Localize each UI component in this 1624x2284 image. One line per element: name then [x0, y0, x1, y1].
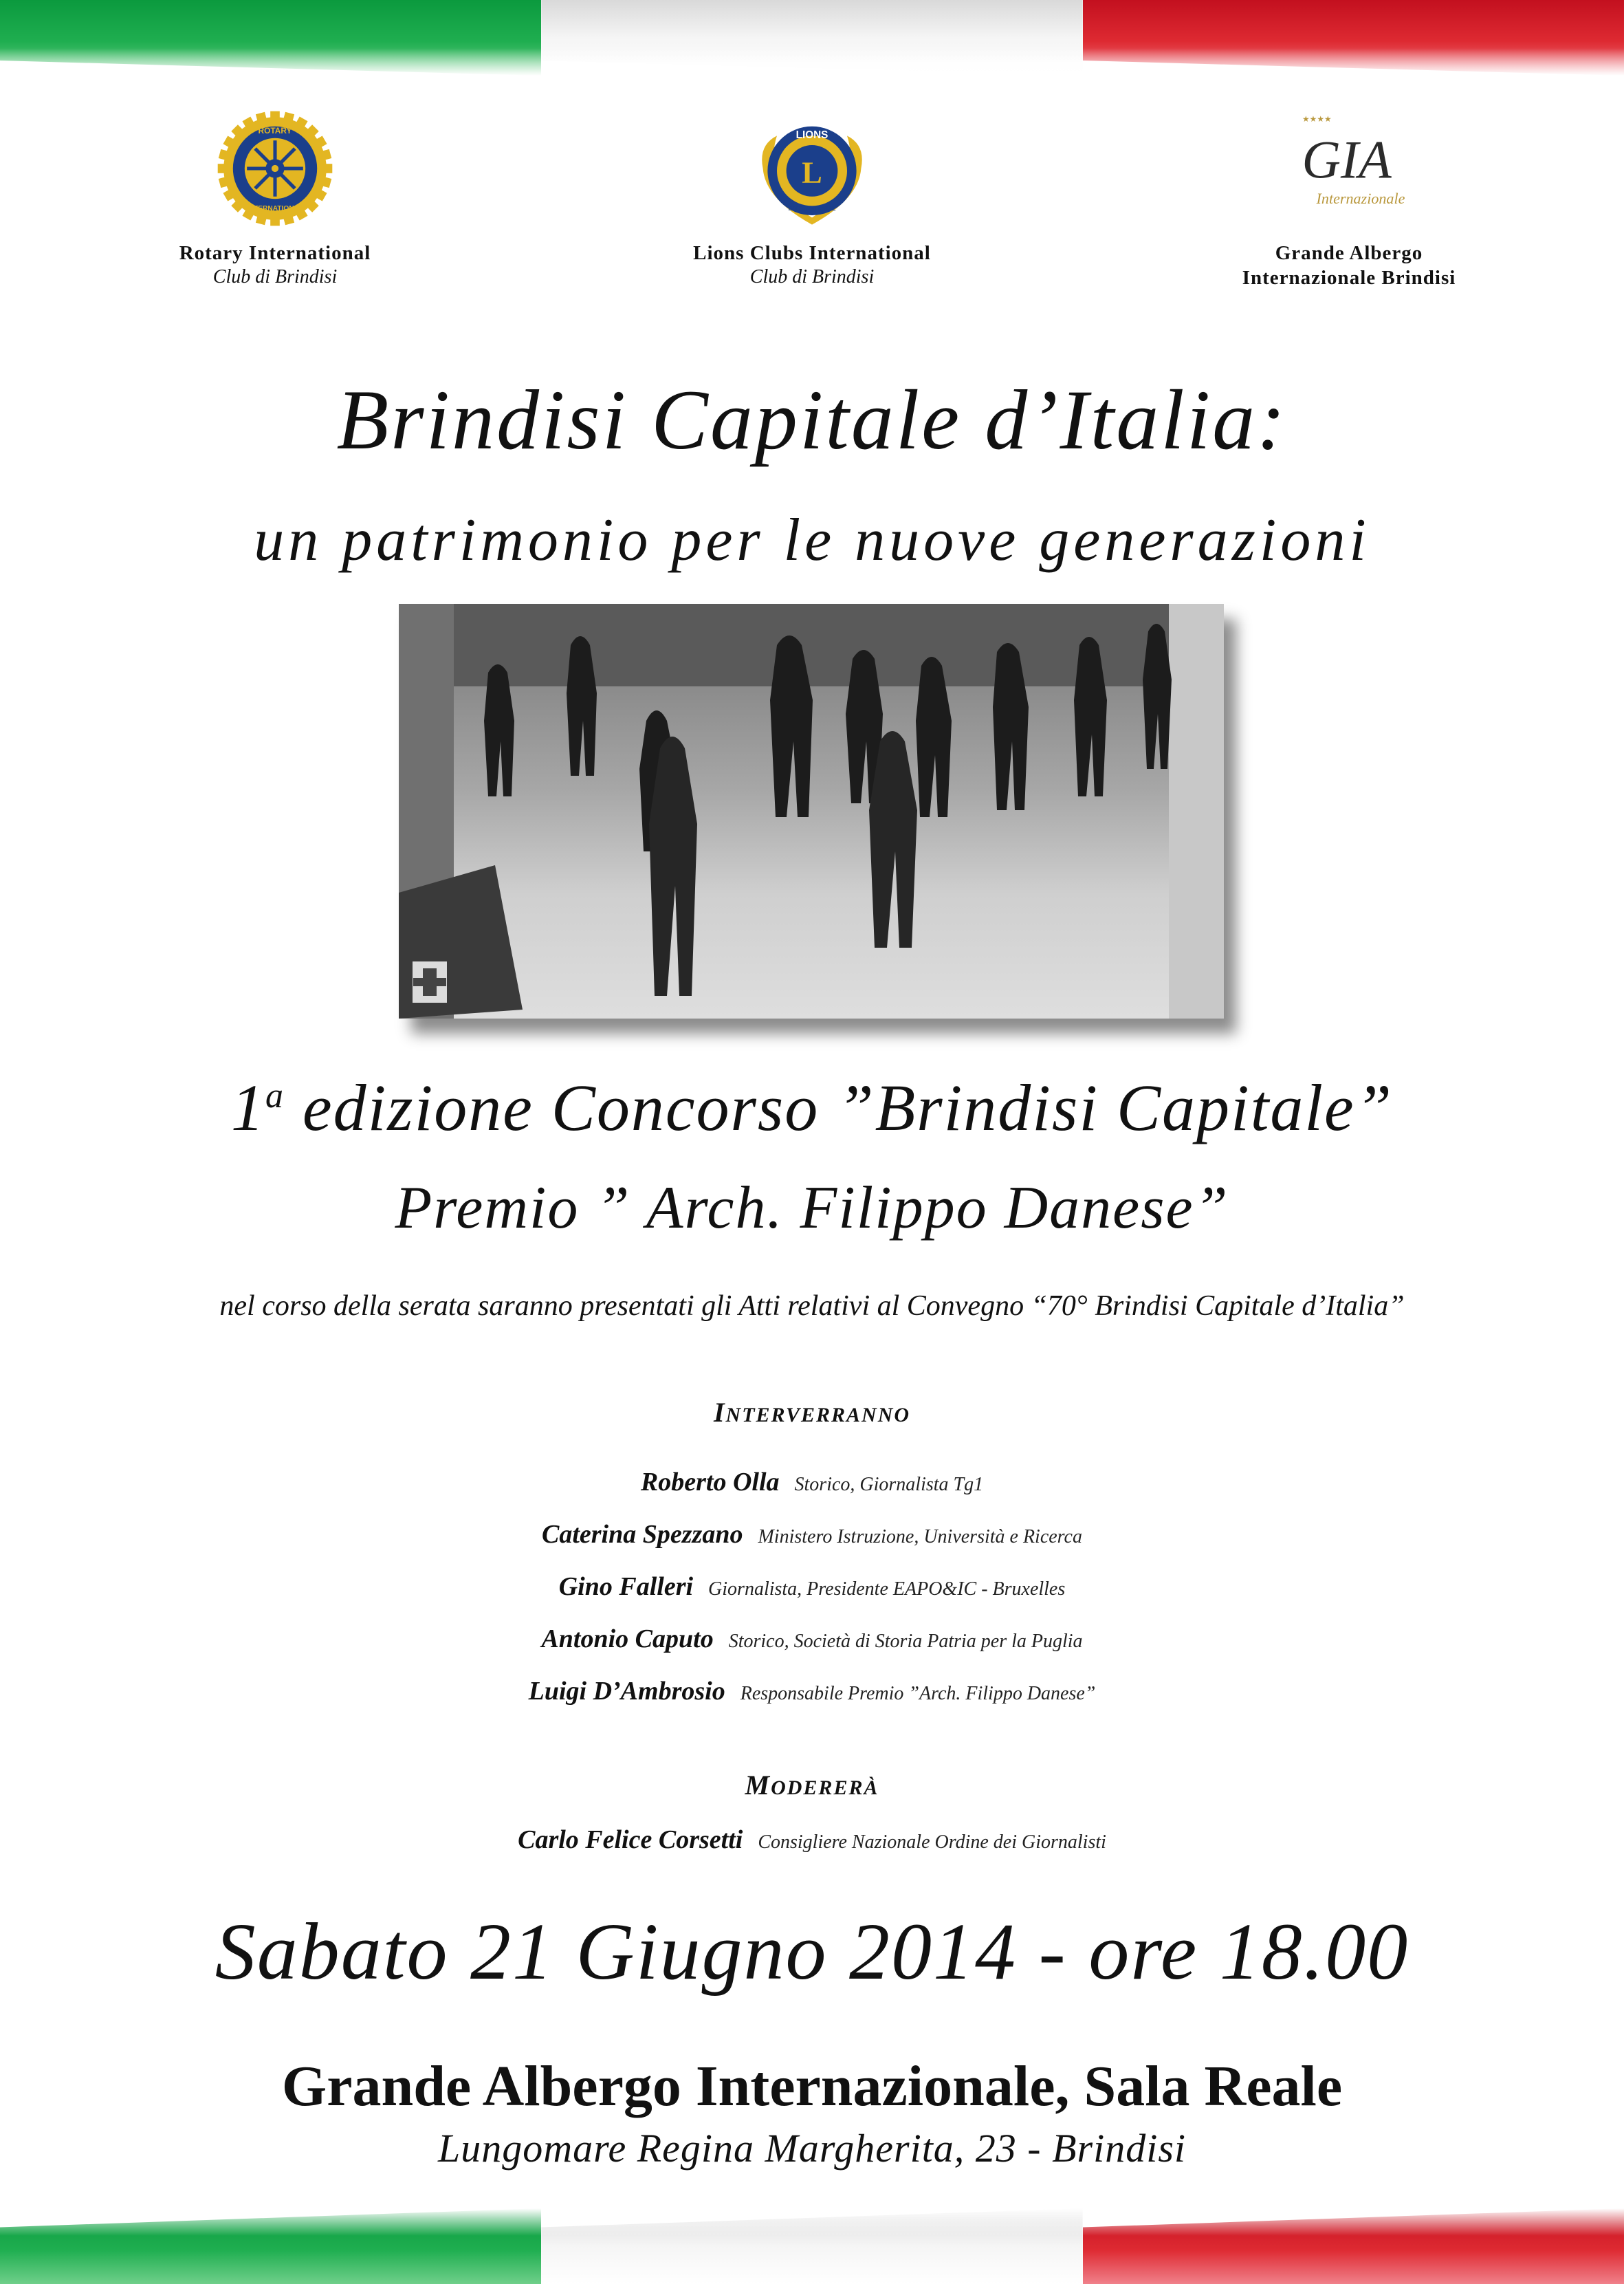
rotary-wheel-icon	[217, 110, 333, 227]
speaker-role: Responsabile Premio ”Arch. Filippo Danese”	[740, 1683, 1096, 1704]
moderator-row	[0, 1825, 1624, 1877]
speaker-name: Luigi D’Ambrosio	[528, 1677, 725, 1706]
parade-photo-image	[399, 604, 1224, 1019]
sponsor-subtitle: Club di Brindisi	[212, 266, 338, 287]
svg-text:INTERNATIONAL: INTERNATIONAL	[788, 205, 836, 213]
historical-photo	[399, 604, 1224, 1019]
speaker-list	[0, 1467, 1624, 1728]
flag-band-bottom	[0, 2208, 1624, 2284]
svg-text:L: L	[802, 155, 822, 190]
moderator-heading	[0, 1769, 1624, 1801]
flag-band-top	[0, 0, 1624, 76]
flag-fade	[0, 2208, 1624, 2236]
edition-ordinal: a	[265, 1076, 285, 1116]
event-date: Sabato 21 Giugno 2014 - ore 18.00	[215, 1906, 1409, 1997]
speaker-role: Storico, Società di Storia Patria per la Puglia	[728, 1631, 1083, 1652]
sponsor-name: Grande Albergo	[1275, 242, 1423, 264]
sponsor-grande-albergo	[1170, 110, 1528, 290]
subtitle: un patrimonio per le nuove generazioni	[254, 507, 1370, 574]
premio-title: Premio ” Arch. Filippo Danese”	[395, 1175, 1229, 1241]
svg-text:Internazionale: Internazionale	[1316, 190, 1405, 207]
svg-text:INTERNATIONAL: INTERNATIONAL	[246, 205, 304, 213]
svg-text:GIA: GIA	[1302, 129, 1392, 190]
sponsor-lions	[633, 110, 991, 289]
hotel-monogram-icon	[1291, 110, 1407, 227]
heading-initial: M	[745, 1770, 771, 1801]
speaker-row	[0, 1624, 1624, 1676]
event-venue: Grande Albergo Internazionale, Sala Reale	[281, 2054, 1343, 2118]
main-title: Brindisi Capitale d’Italia:	[336, 373, 1288, 467]
speaker-role: Storico, Giornalista Tg1	[794, 1474, 984, 1495]
svg-text:LIONS: LIONS	[795, 129, 829, 141]
speaker-name: Roberto Olla	[640, 1468, 780, 1497]
moderator-role: Consigliere Nazionale Ordine dei Giornalisti	[758, 1831, 1106, 1853]
event-note: nel corso della serata saranno presentati gli Atti relativi al Convegno “70° Brindisi Capitale d’Italia”	[219, 1290, 1405, 1322]
svg-text:ROTARY: ROTARY	[258, 126, 292, 135]
speaker-name: Gino Falleri	[558, 1572, 694, 1601]
heading-rest: NTERVERRANNO	[725, 1404, 911, 1426]
speaker-role: Giornalista, Presidente EAPO&IC - Bruxelles	[708, 1578, 1066, 1600]
event-address: Lungomare Regina Margherita, 23 - Brindisi	[437, 2126, 1187, 2171]
interventions-heading	[0, 1396, 1624, 1428]
speaker-row	[0, 1676, 1624, 1728]
edition-number: 1	[230, 1071, 265, 1144]
sponsor-name: Lions Clubs International	[693, 242, 931, 264]
speaker-row	[0, 1467, 1624, 1519]
speaker-row	[0, 1571, 1624, 1624]
sponsor-subtitle: Club di Brindisi	[749, 266, 875, 287]
speaker-row	[0, 1519, 1624, 1571]
speaker-name: Antonio Caputo	[541, 1624, 714, 1653]
speaker-name: Caterina Spezzano	[542, 1520, 743, 1549]
lions-emblem-icon	[754, 110, 870, 227]
heading-initial: I	[713, 1397, 726, 1428]
svg-text:★★★★: ★★★★	[1302, 114, 1332, 124]
sponsor-subtitle: Internazionale Brindisi	[1242, 267, 1456, 289]
heading-rest: ODERERÀ	[771, 1776, 879, 1799]
speaker-role: Ministero Istruzione, Università e Ricerca	[758, 1526, 1082, 1547]
sponsor-rotary	[96, 110, 454, 289]
edition-text: edizione Concorso ”Brindisi Capitale”	[284, 1071, 1394, 1144]
edition-title	[0, 1069, 1624, 1146]
sponsor-name: Rotary International	[179, 242, 371, 264]
flag-fade	[0, 48, 1624, 76]
moderator-name: Carlo Felice Corsetti	[518, 1825, 743, 1854]
